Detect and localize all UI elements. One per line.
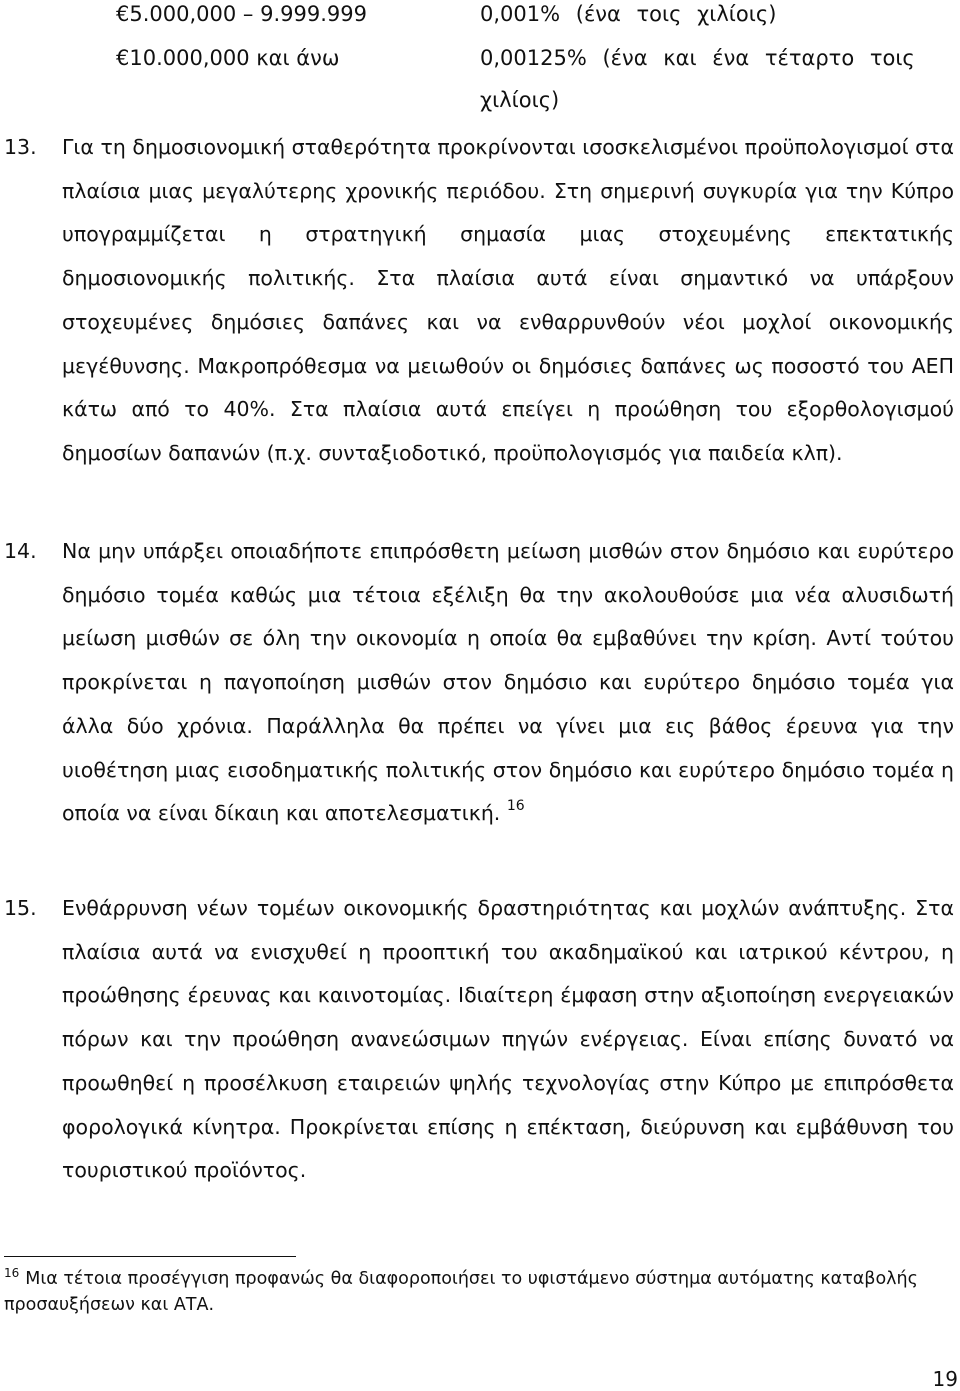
item-number: 13. bbox=[4, 135, 37, 159]
item-text: Για τη δημοσιονομική σταθερότητα προκρίνονται ισοσκελισμένοι προϋπολογισμοί στα πλαίσια μιας μεγαλύτερης χρονικής περιόδου. Στη σημερινή συγκυρία για την Κύπρο υπογραμμίζεται η στρατηγική σημασία μιας στοχευμένης επεκτατικής δημοσιονομικής πολιτικής. Στα πλαίσια αυτά είναι σημαντικό να υπάρξουν στοχευμένες δημόσιες δαπάνες και να ενθαρρυνθούν νέοι μοχλοί οικονομικής μεγέθυνσης. Μακροπρόθεσμα να μειωθούν οι δημόσιες δαπάνες ως ποσοστό του ΑΕΠ κάτω από το 40%. Στα πλαίσια αυτά επείγει η προώθηση του εξορθολογισμού δημοσίων δαπανών (π.χ. συνταξιοδοτικό, προϋπολογισμός για παιδεία κλπ). bbox=[62, 135, 954, 465]
footnote-text: Μια τέτοια προσέγγιση προφανώς θα διαφοροποιήσει το υφιστάμενο σύστημα αυτόματης καταβολής προσαυξήσεων και ΑΤΑ. bbox=[4, 1269, 918, 1315]
rate-value: 0,001% (ένα τοις χιλίοις) bbox=[480, 2, 777, 26]
item-body bbox=[62, 530, 954, 836]
rate-range: €5.000,000 – 9.999.999 bbox=[116, 2, 367, 26]
page-number: 19 bbox=[932, 1367, 958, 1391]
item-text: Να μην υπάρξει οποιαδήποτε επιπρόσθετη μείωση μισθών στον δημόσιο και ευρύτερο δημόσιο τομέα καθώς μια τέτοια εξέλιξη θα την ακολουθούσε μια νέα αλυσιδωτή μείωση μισθών σε όλη την οικονομία η οποία θα εμβαθύνει την κρίση. Αντί τούτου προκρίνεται η παγοποίηση μισθών στον δημόσιο και ευρύτερο δημόσιο τομέα για άλλα δύο χρόνια. Παράλληλα θα πρέπει να γίνει μια εις βάθος έρευνα για την υιοθέτηση μιας εισοδηματικής πολιτικής στον δημόσιο και ευρύτερο δημόσιο τομέα η οποία να είναι δίκαιη και αποτελεσματική. bbox=[62, 539, 954, 826]
item-text: Ενθάρρυνση νέων τομέων οικονομικής δραστηριότητας και μοχλών ανάπτυξης. Στα πλαίσια αυτά να ενισχυθεί η προοπτική του ακαδημαϊκού και ιατρικού κέντρου, η προώθησης έρευνας και καινοτομίας. Ιδιαίτερη έμφαση στην αξιοποίηση ενεργειακών πόρων και την προώθηση ανανεώσιμων πηγών ενέργειας. Είναι επίσης δυνατό να προωθηθεί η προσέλκυση εταιρειών ψηλής τεχνολογίας στην Κύπρο με επιπρόσθετα φορολογικά κίνητρα. Προκρίνεται επίσης η επέκταση, διεύρυνση και εμβάθυνση του τουριστικού προϊόντος. bbox=[62, 896, 954, 1183]
footnote bbox=[4, 1266, 958, 1318]
item-number: 14. bbox=[4, 539, 37, 563]
rate-range: €10.000,000 και άνω bbox=[116, 46, 340, 70]
footnote-number: 16 bbox=[4, 1266, 20, 1280]
rate-table bbox=[0, 0, 960, 88]
rate-value-continuation: χιλίοις) bbox=[480, 88, 560, 112]
item-number: 15. bbox=[4, 896, 37, 920]
rate-row bbox=[0, 0, 960, 44]
footnote-reference[interactable]: 16 bbox=[506, 798, 525, 815]
rate-row bbox=[0, 44, 960, 88]
rate-value: 0,00125% (ένα και ένα τέταρτο τοις bbox=[480, 46, 915, 70]
footnote-divider bbox=[4, 1256, 296, 1257]
